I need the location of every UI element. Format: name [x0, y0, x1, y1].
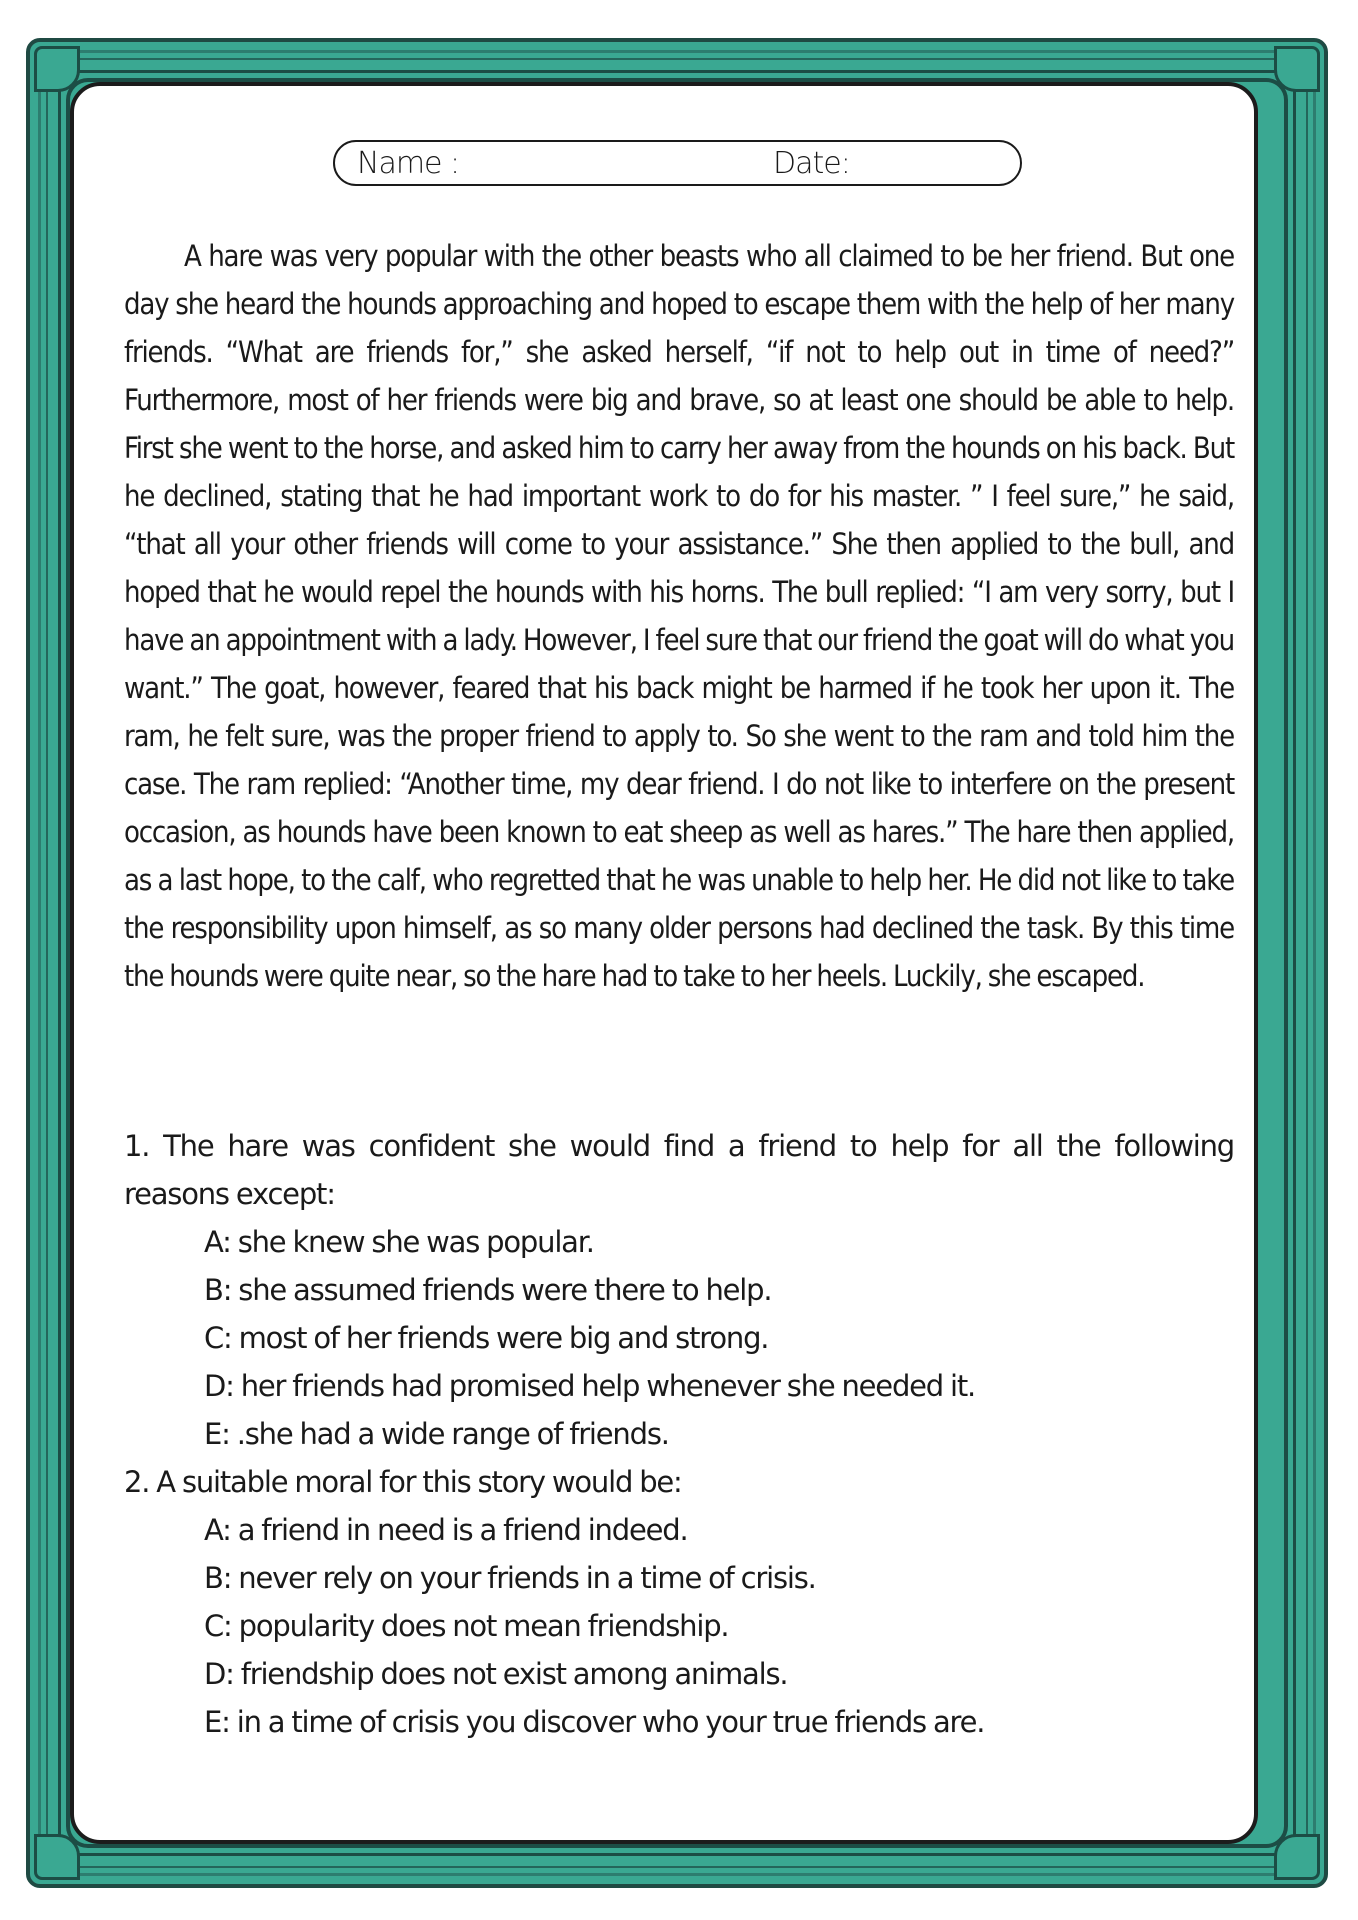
frame-corner	[1274, 46, 1320, 92]
answer-option: C: most of her friends were big and strong.	[204, 1321, 769, 1355]
name-date-box	[333, 140, 1022, 186]
question-stem: 1. The hare was confident she would find a friend to help for all the following reasons except:	[124, 1129, 1234, 1211]
name-label: Name :	[357, 146, 460, 181]
answer-option: D: her friends had promised help whenever she needed it.	[204, 1369, 976, 1403]
answer-option: A: she knew she was popular.	[204, 1225, 594, 1259]
question-stem: 2. A suitable moral for this story would be:	[124, 1465, 682, 1499]
answer-option: E: in a time of crisis you discover who your true friends are.	[204, 1705, 985, 1739]
answer-option: E: .she had a wide range of friends.	[204, 1417, 669, 1451]
questions-section	[124, 1122, 1234, 1746]
answer-option: B: she assumed friends were there to help.	[204, 1273, 772, 1307]
frame-corner	[34, 1834, 80, 1880]
answer-option: C: popularity does not mean friendship.	[204, 1609, 729, 1643]
answer-option: A: a friend in need is a friend indeed.	[204, 1513, 688, 1547]
story-passage: A hare was very popular with the other beasts who all claimed to be her friend. But one day she heard the hounds approaching and hoped to escape them with the help of her many friends. “What are friends for,” she asked herself, “if not to help out in time of need?” Furthermore, most of her friends were big and brave, so at least one should be able to help. First she went to the horse, and asked him to carry her away from the hounds on his back. But he declined, stating that he had important work to do for his master. ” I feel sure,” he said, “that all your other friends will come to your assistance.” She then applied to the bull, and hoped that he would repel the hounds with his horns. The bull replied: “I am very sorry, but I have an appointment with a lady. However, I feel sure that our friend the goat will do what you want.” The goat, however, feared that his back might be harmed if he took her upon it. The ram, he felt sure, was the proper friend to apply to. So she went to the ram and told him the case. The ram replied: “Another time, my dear friend. I do not like to interfere on the present occasion, as hounds have been known to eat sheep as well as hares.” The hare then applied, as a last hope, to the calf, who regretted that he was unable to help her. He did not like to take the responsibility upon himself, as so many older persons had declined the task. By this time the hounds were quite near, so the hare had to take to her heels. Luckily, she escaped.	[124, 239, 1234, 993]
question-1	[124, 1122, 1234, 1458]
answer-option: D: friendship does not exist among animals.	[204, 1657, 788, 1691]
frame-corner	[1274, 1834, 1320, 1880]
frame-corner	[34, 46, 80, 92]
answer-option: B: never rely on your friends in a time of crisis.	[204, 1561, 816, 1595]
question-2	[124, 1458, 1234, 1746]
date-label: Date:	[773, 146, 850, 181]
